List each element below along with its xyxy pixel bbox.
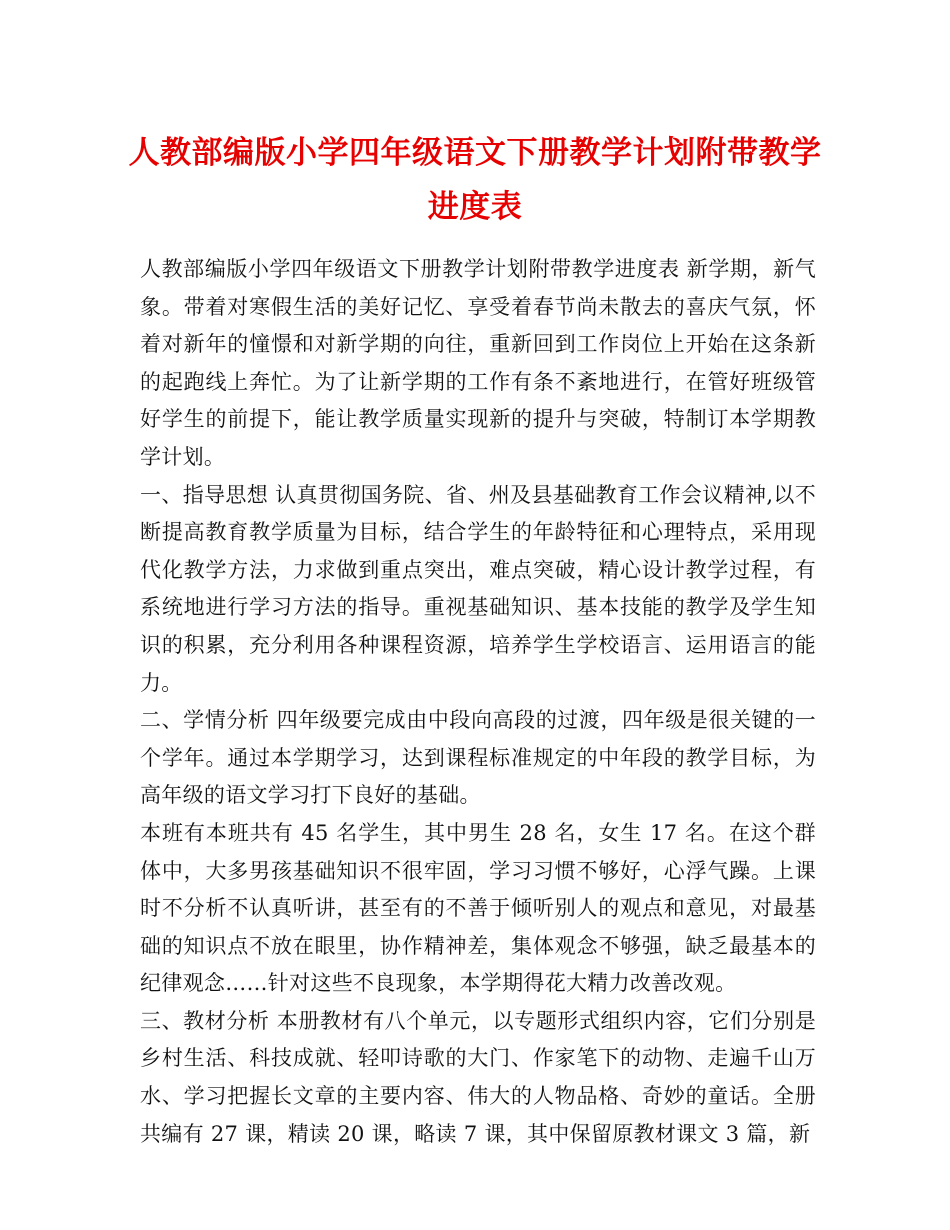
guiding-ideology-paragraph: 一、指导思想 认真贯彻国务院、省、州及县基础教育工作会议精神,以不断提高教育教学质量为目标，结合学生的年龄特征和心理特点，采用现代化教学方法，力求做到重点突出，难点突破，精心设计教学过程，有系统地进行学习方法的指导。重视基础知识、基本技能的教学及学生知识的积累，充分利用各种课程资源，培养学生学校语言、运用语言的能力。 (140, 482, 816, 695)
student-analysis-paragraph: 二、学情分析 四年级要完成由中段向高段的过渡，四年级是很关键的一个学年。通过本学期学习，达到课程标准规定的中年段的教学目标，为高年级的语文学习打下良好的基础。 (140, 708, 816, 808)
document-body (140, 251, 816, 1153)
class-profile-paragraph: 本班有本班共有 45 名学生，其中男生 28 名，女生 17 名。在这个群体中，大多男孩基础知识不很牢固，学习习惯不够好，心浮气躁。上课时不分析不认真听讲，甚至有的不善于倾听别人的观点和意见，对最基础的知识点不放在眼里，协作精神差，集体观念不够强，缺乏最基本的纪律观念……针对这些不良现象，本学期得花大精力改善改观。 (140, 820, 816, 996)
intro-paragraph: 人教部编版小学四年级语文下册教学计划附带教学进度表 新学期，新气象。带着对寒假生活的美好记忆、享受着春节尚未散去的喜庆气氛，怀着对新年的憧憬和对新学期的向往，重新回到工作岗位上开始在这条新的起跑线上奔忙。为了让新学期的工作有条不紊地进行，在管好班级管好学生的前提下，能让教学质量实现新的提升与突破，特制订本学期教学计划。 (140, 257, 816, 469)
document-title: 人教部编版小学四年级语文下册教学计划附带教学进度表 (128, 135, 822, 225)
textbook-analysis-paragraph: 三、教材分析 本册教材有八个单元，以专题形式组织内容，它们分别是乡村生活、科技成就、轻叩诗歌的大门、作家笔下的动物、走遍千山万水、学习把握长文章的主要内容、伟大的人物品格、奇妙的童话。全册共编有 27 课，精读 20 课，略读 7 课，其中保留原教材课文 3 篇，新 (140, 1008, 816, 1146)
